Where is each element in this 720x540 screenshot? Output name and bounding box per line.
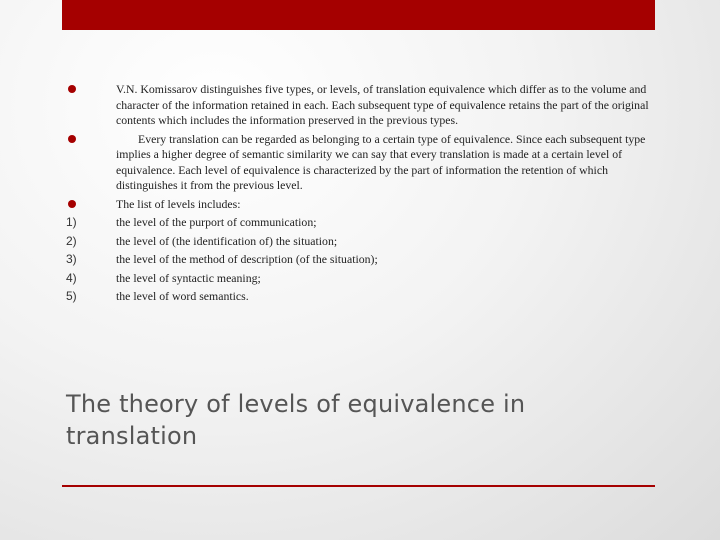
bullet-item [66, 132, 656, 194]
numbered-item [66, 271, 656, 287]
item-text: the level of (the identification of) the situation; [116, 233, 338, 248]
item-number: 3) [66, 252, 77, 266]
bullet-dot-icon [68, 200, 76, 208]
bottom-accent-line [62, 485, 655, 487]
slide-title: The theory of levels of equivalence in translation [66, 390, 526, 450]
numbered-item [66, 289, 656, 305]
bullet-text: V.N. Komissarov distinguishes five types, or levels, of translation equivalence which differ as to the volume and character of the information retained in each. Each subsequent type of equivalence retains the part of the original contents which includes the information preserved in the previous types. [116, 82, 649, 127]
numbered-item [66, 234, 656, 250]
numbered-item [66, 252, 656, 268]
numbered-item [66, 215, 656, 231]
top-accent-bar [62, 0, 655, 30]
item-number: 2) [66, 233, 77, 248]
item-text: the level of word semantics. [116, 289, 249, 303]
slide-content [66, 82, 656, 308]
bullet-dot-icon [68, 85, 76, 93]
item-number: 4) [66, 270, 77, 285]
bullet-text: Every translation can be regarded as belonging to a certain type of equivalence. Since each subsequent type implies a higher degree of semantic similarity we can say that every translation is made at a certain level of equivalence. Each level of equivalence is characterized by the part of information the retention of which distinguishes it from the previous level. [116, 131, 646, 192]
bullet-dot-icon [68, 135, 76, 143]
item-number: 5) [66, 289, 77, 303]
bullet-item [66, 197, 656, 213]
bullet-item [66, 82, 656, 129]
item-text: the level of the purport of communication; [116, 215, 317, 229]
item-text: the level of the method of description (of the situation); [116, 252, 378, 266]
bullet-text: The list of levels includes: [116, 196, 241, 211]
item-number: 1) [66, 215, 77, 229]
item-text: the level of syntactic meaning; [116, 270, 261, 285]
